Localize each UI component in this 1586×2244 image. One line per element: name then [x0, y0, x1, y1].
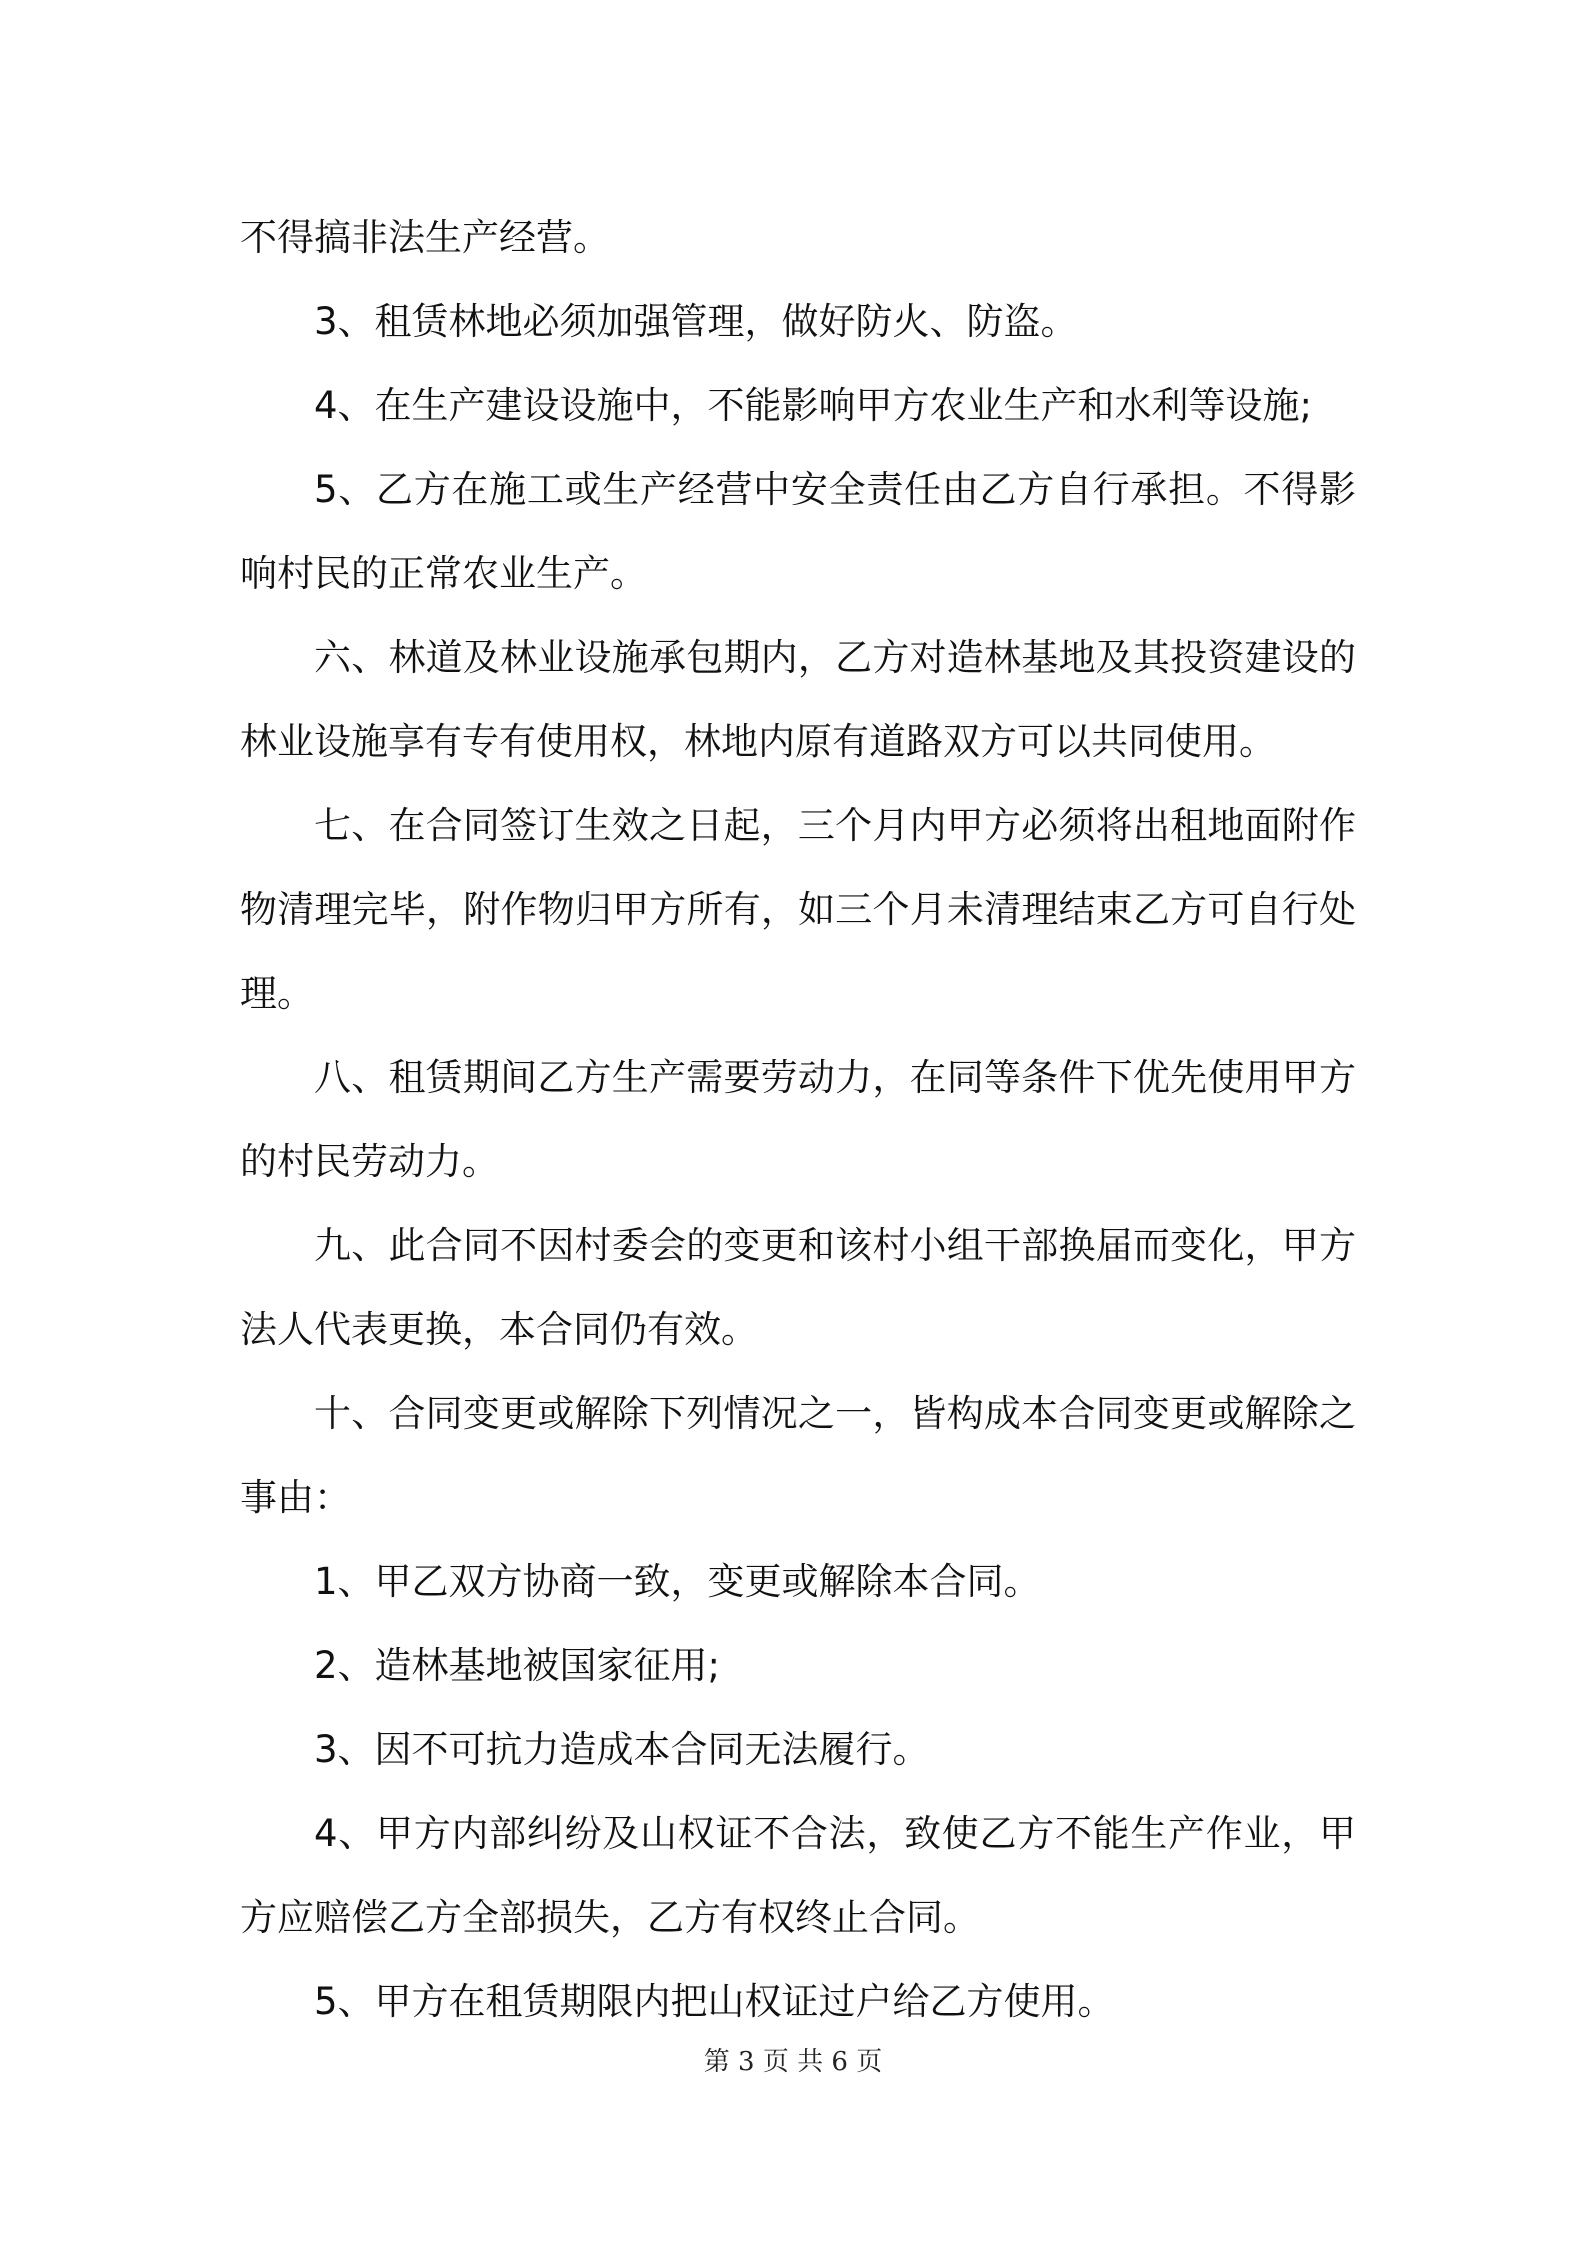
page-number-footer: 第 3 页 共 6 页 — [703, 2047, 883, 2077]
paragraph-clause-3: 3、租赁林地必须加强管理，做好防火、防盗。 — [314, 300, 1078, 343]
paragraph-item-5: 5、甲方在租赁期限内把山权证过户给乙方使用。 — [314, 1980, 1115, 2023]
paragraph-section-8: 八、租赁期间乙方生产需要劳动力，在同等条件下优先使用甲方的村民劳动力。 — [240, 1056, 1356, 1183]
paragraph-item-4: 4、甲方内部纠纷及山权证不合法，致使乙方不能生产作业，甲方应赔偿乙方全部损失，乙方有权终止合同。 — [240, 1812, 1356, 1939]
paragraph-section-6: 六、林道及林业设施承包期内，乙方对造林基地及其投资建设的林业设施享有专有使用权，林地内原有道路双方可以共同使用。 — [240, 636, 1356, 763]
paragraph-clause-4: 4、在生产建设设施中，不能影响甲方农业生产和水利等设施; — [314, 384, 1313, 427]
paragraph-section-10: 十、合同变更或解除下列情况之一，皆构成本合同变更或解除之事由： — [240, 1392, 1356, 1519]
document-body — [240, 196, 1356, 2044]
paragraph-clause-5: 5、乙方在施工或生产经营中安全责任由乙方自行承担。不得影响村民的正常农业生产。 — [240, 468, 1356, 595]
paragraph-item-3: 3、因不可抗力造成本合同无法履行。 — [314, 1728, 930, 1771]
paragraph-item-2: 2、造林基地被国家征用; — [314, 1644, 721, 1687]
paragraph-item-1: 1、甲乙双方协商一致，变更或解除本合同。 — [314, 1560, 1041, 1603]
paragraph-section-9: 九、此合同不因村委会的变更和该村小组干部换届而变化，甲方法人代表更换，本合同仍有效。 — [240, 1224, 1356, 1351]
paragraph-section-7: 七、在合同签订生效之日起，三个月内甲方必须将出租地面附作物清理完毕，附作物归甲方所有，如三个月未清理结束乙方可自行处理。 — [240, 804, 1356, 1015]
paragraph-continuation: 不得搞非法生产经营。 — [240, 216, 610, 259]
